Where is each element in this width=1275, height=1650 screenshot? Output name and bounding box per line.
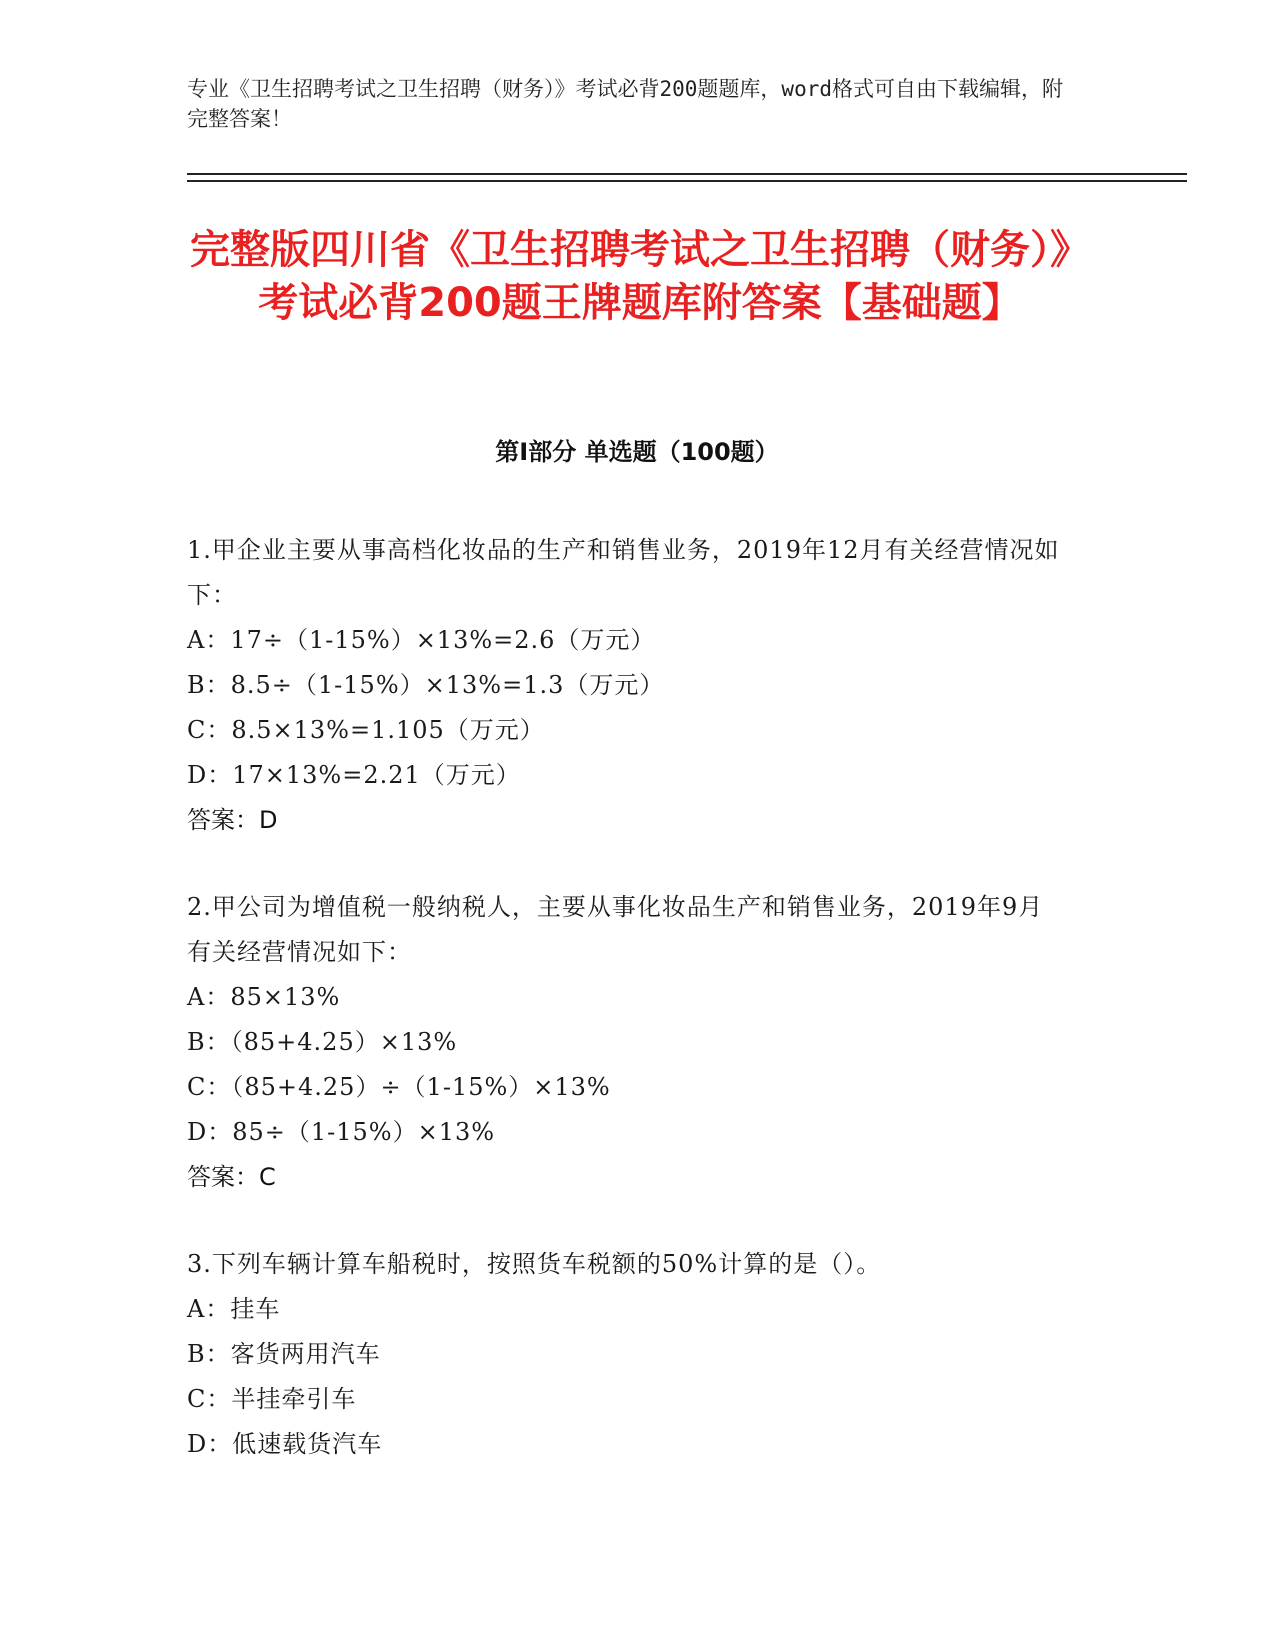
question-2	[187, 885, 1087, 1200]
question-3	[187, 1242, 1087, 1467]
answer: 答案：C	[187, 1163, 276, 1191]
question-stem: 3.下列车辆计算车船税时，按照货车税额的50%计算的是（）。	[187, 1250, 882, 1278]
question-list	[187, 528, 1087, 1509]
header-rule-top	[187, 173, 1187, 175]
option-b: B：8.5÷（1-15%）×13%=1.3（万元）	[187, 671, 665, 699]
option-b: B：（85+4.25）×13%	[187, 1028, 458, 1056]
option-d: D：17×13%=2.21（万元）	[187, 761, 521, 789]
option-b: B：客货两用汽车	[187, 1340, 381, 1368]
question-stem: 2.甲公司为增值税一般纳税人，主要从事化妆品生产和销售业务，2019年9月有关经营情况如下：	[187, 893, 1044, 966]
header-rule-bottom	[187, 180, 1187, 182]
option-d: D：85÷（1-15%）×13%	[187, 1118, 496, 1146]
document-title: 完整版四川省《卫生招聘考试之卫生招聘（财务）》考试必背200题王牌题库附答案【基础题】	[190, 227, 1090, 326]
header-note: 专业《卫生招聘考试之卫生招聘（财务）》考试必背200题题库，word格式可自由下载编辑，附完整答案！	[187, 77, 1063, 131]
option-a: A：17÷（1-15%）×13%=2.6（万元）	[187, 626, 656, 654]
section-heading: 第Ⅰ部分 单选题（100题）	[495, 438, 779, 466]
option-d: D：低速载货汽车	[187, 1430, 383, 1458]
question-stem: 1.甲企业主要从事高档化妆品的生产和销售业务，2019年12月有关经营情况如下：	[187, 536, 1060, 609]
question-1	[187, 528, 1087, 843]
option-a: A：85×13%	[187, 983, 341, 1011]
option-c: C：半挂牵引车	[187, 1385, 357, 1413]
option-c: C：8.5×13%=1.105（万元）	[187, 716, 545, 744]
option-a: A：挂车	[187, 1295, 281, 1323]
option-c: C：（85+4.25）÷（1-15%）×13%	[187, 1073, 611, 1101]
answer: 答案：D	[187, 806, 278, 834]
